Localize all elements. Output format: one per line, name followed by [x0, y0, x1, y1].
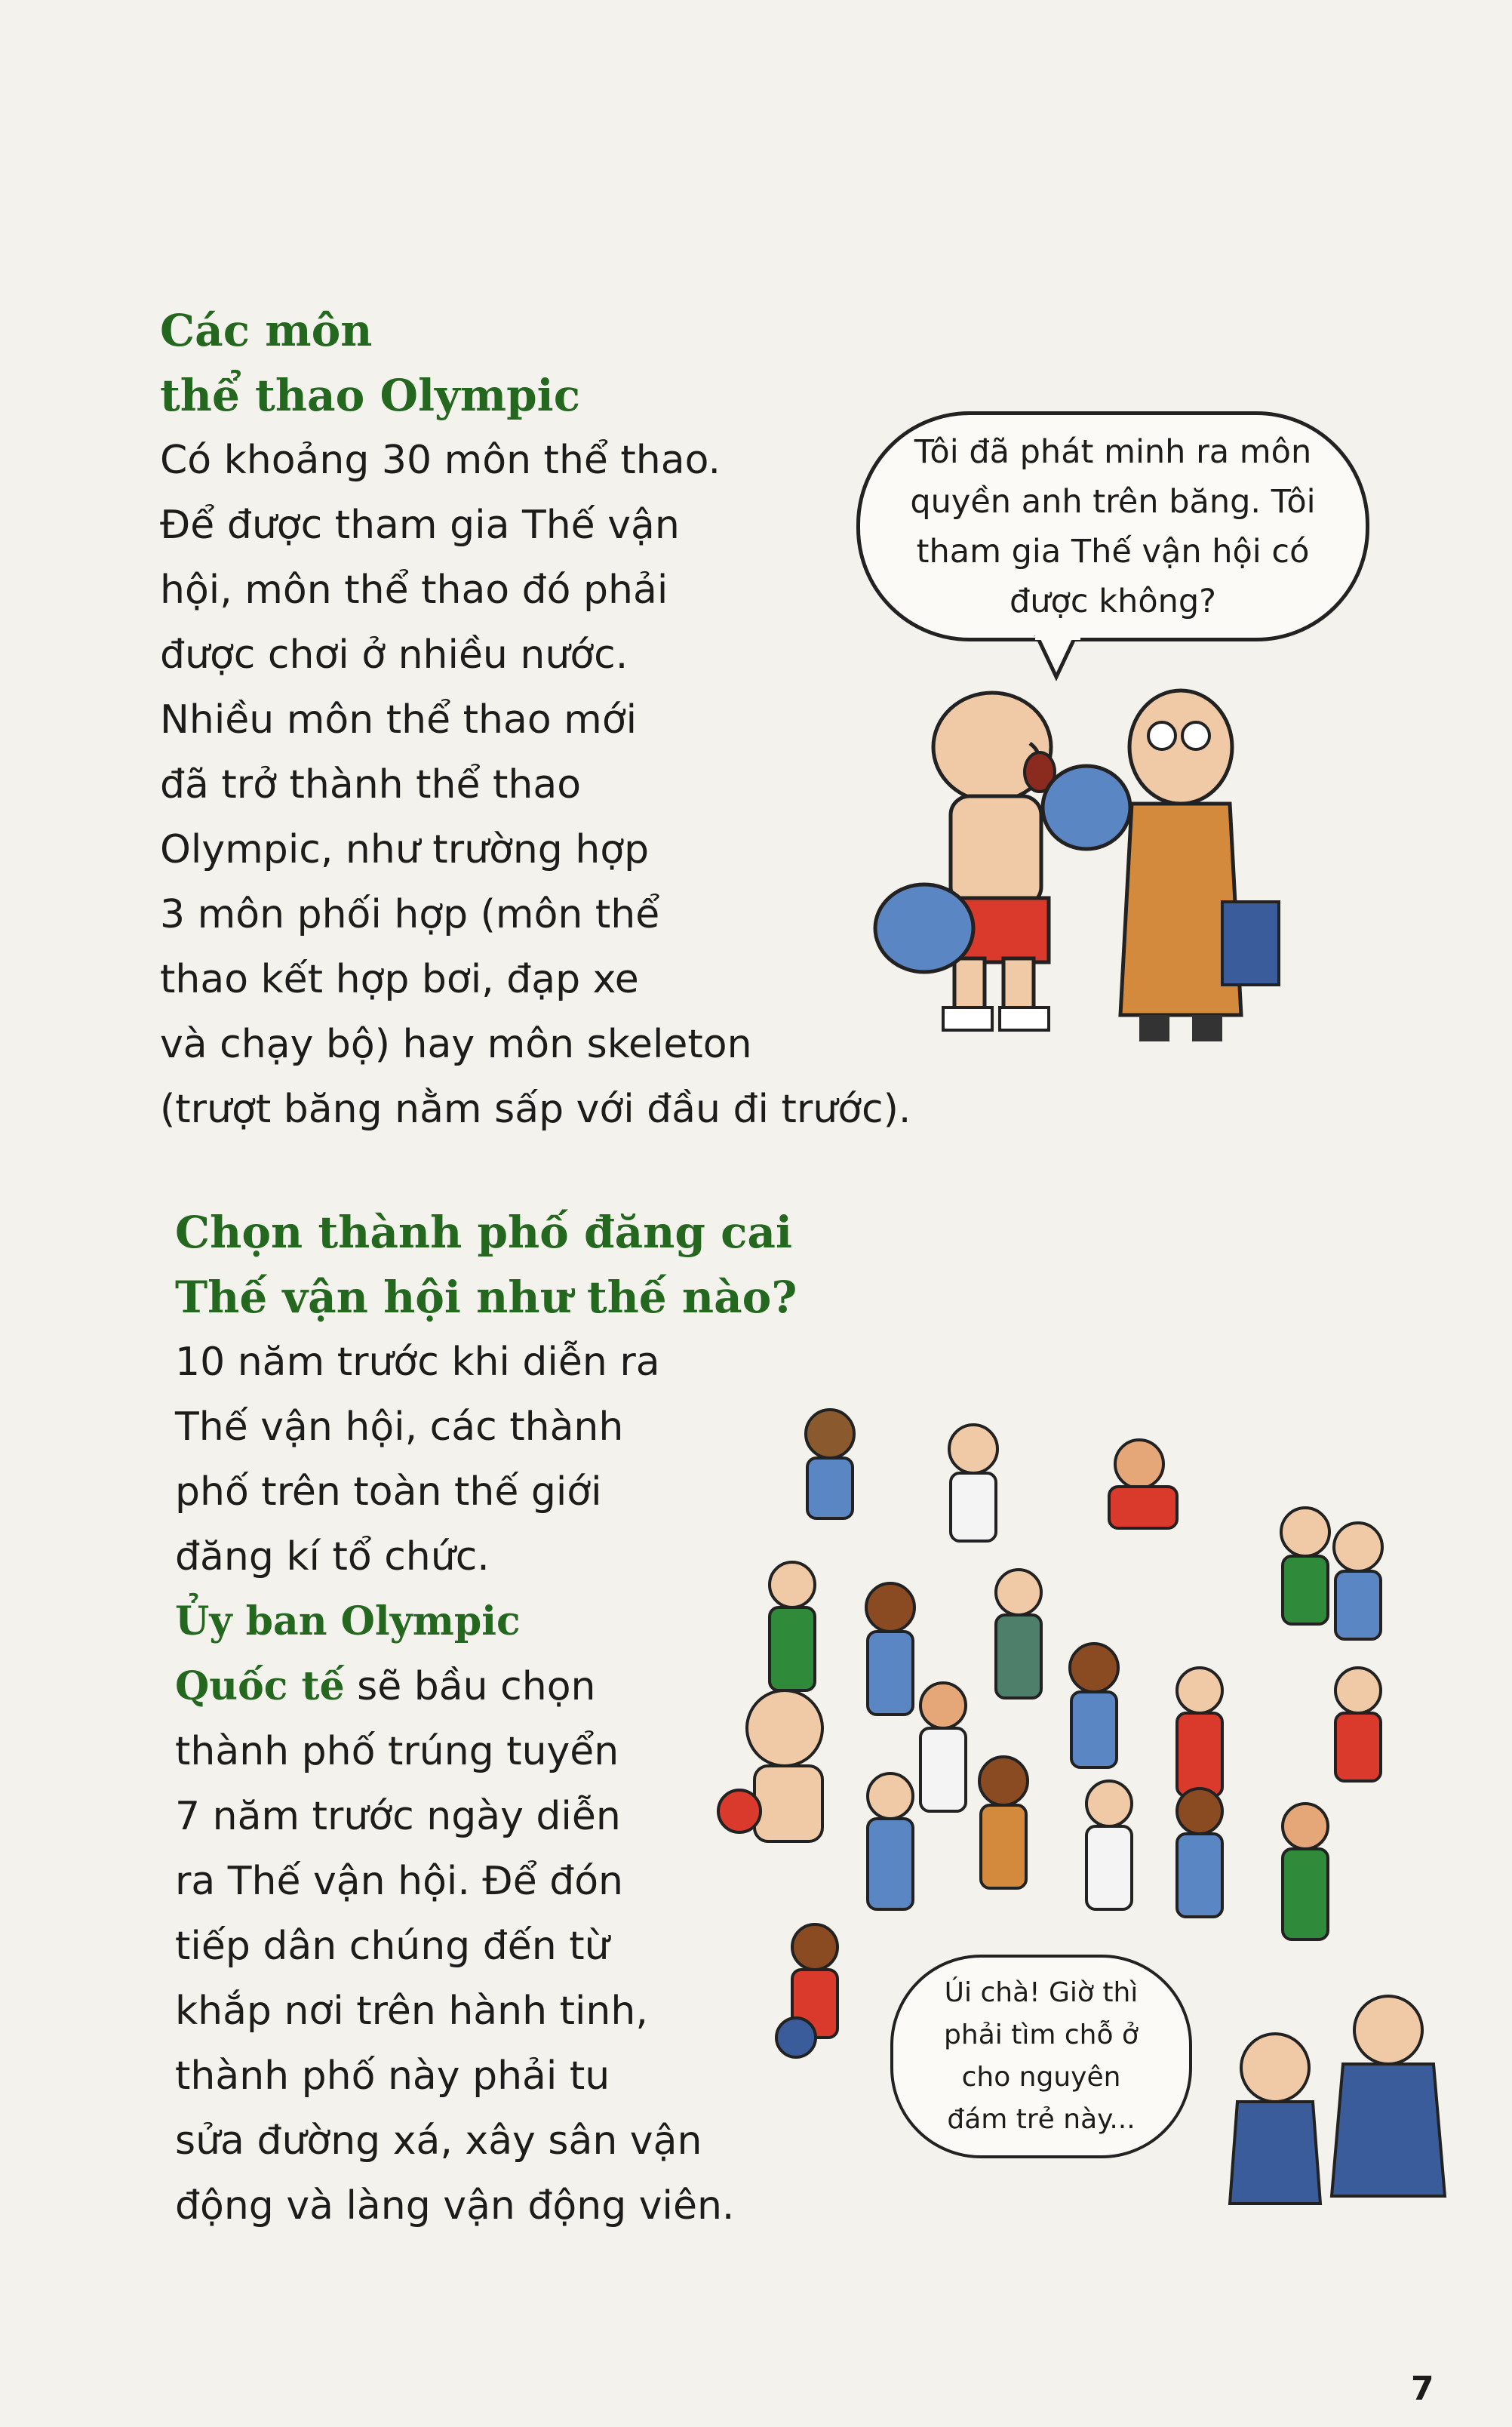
- official-figure: [1120, 691, 1279, 1041]
- body-line: 10 năm trước khi diễn ra: [175, 1340, 660, 1385]
- bald-man-figure: [1230, 2034, 1320, 2204]
- body-line: phố trên toàn thế giới: [175, 1469, 602, 1515]
- official-2-figure: [1332, 1996, 1445, 2196]
- ioc-bold-line: Ủy ban Olympic: [175, 1598, 521, 1644]
- body-line: thành phố này phải tu: [175, 2053, 610, 2099]
- body-line: Olympic, như trường hợp: [160, 827, 650, 872]
- speech-bubble-tail: [1034, 635, 1094, 681]
- body-line: đã trở thành thể thao: [160, 762, 582, 807]
- section-2-body: [175, 1330, 797, 2238]
- body-line: Nhiều môn thể thao mới: [160, 697, 638, 743]
- body-line: Để được tham gia Thế vận: [160, 503, 680, 548]
- body-line: 7 năm trước ngày diễn: [175, 1794, 621, 1839]
- section-2-heading-line-1: Chọn thành phố đăng cai: [175, 1207, 793, 1258]
- section-1: [160, 298, 911, 1142]
- section-1-heading: [160, 298, 911, 428]
- section-1-heading-line-1: Các môn: [160, 305, 373, 356]
- speech-bubble-official: [890, 1955, 1192, 2158]
- speech-bubble-boxer-text: Tôi đã phát minh ra môn quyền anh trên băng. Tôi tham gia Thế vận hội có được không?: [910, 432, 1316, 620]
- body-line: tiếp dân chúng đến từ: [175, 1924, 610, 1969]
- page-number: 7: [1411, 2370, 1434, 2408]
- body-line: khắp nơi trên hành tinh,: [175, 1989, 648, 2034]
- section-2-heading: [175, 1200, 797, 1330]
- ioc-bold-word: Quốc tế: [175, 1663, 345, 1709]
- body-line: và chạy bộ) hay môn skeleton: [160, 1022, 752, 1067]
- section-2-heading-line-2: Thế vận hội như thế nào?: [175, 1272, 797, 1323]
- body-line: Có khoảng 30 môn thể thao.: [160, 438, 721, 483]
- body-line: thao kết hợp bơi, đạp xe: [160, 957, 639, 1002]
- body-line: được chơi ở nhiều nước.: [160, 632, 628, 678]
- body-line: động và làng vận động viên.: [175, 2183, 735, 2229]
- boxer-figure: [875, 693, 1130, 1030]
- body-line-tail: sẽ bầu chọn: [344, 1664, 596, 1709]
- body-line: 3 môn phối hợp (môn thể: [160, 892, 660, 937]
- body-line: (trượt băng nằm sấp với đầu đi trước).: [160, 1087, 911, 1132]
- body-line: thành phố trúng tuyển: [175, 1729, 619, 1774]
- body-line: Thế vận hội, các thành: [175, 1404, 624, 1450]
- body-line: ra Thế vận hội. Để đón: [175, 1859, 624, 1904]
- boxer-illustration: [860, 675, 1298, 1053]
- body-line: đăng kí tổ chức.: [175, 1534, 490, 1580]
- section-2: [175, 1200, 797, 2238]
- body-line: [175, 1654, 797, 1719]
- speech-bubble-boxer: [856, 411, 1369, 641]
- section-1-body: [160, 428, 911, 1142]
- section-1-heading-line-2: thể thao Olympic: [160, 370, 581, 421]
- body-line: hội, môn thể thao đó phải: [160, 568, 668, 613]
- speech-bubble-official-text: Úi chà! Giờ thì phải tìm chỗ ở cho nguyên đám trẻ này...: [944, 1977, 1139, 2135]
- body-line: sửa đường xá, xây sân vận: [175, 2118, 702, 2164]
